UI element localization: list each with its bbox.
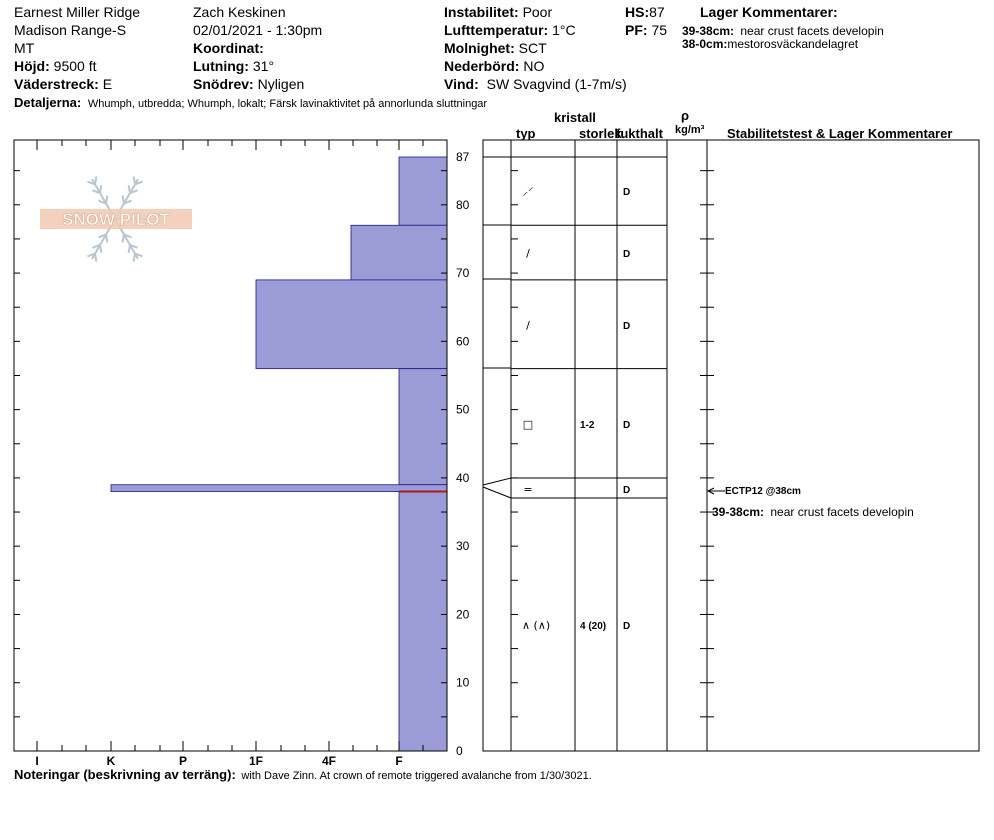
stability-comment-text: near crust facets developin — [770, 505, 914, 519]
aspect-label: Väderstreck: — [14, 76, 99, 92]
depth-label: 50 — [456, 402, 470, 417]
hardness-bar-6 — [399, 492, 447, 751]
datetime: 02/01/2021 - 1:30pm — [193, 22, 323, 38]
stability-header: Stabilitetstest & Lager Kommentarer — [727, 126, 953, 141]
range: Madison Range-S — [14, 22, 127, 38]
hardness-label: K — [106, 754, 116, 768]
hardness-bars — [111, 157, 447, 751]
hardness-label: F — [395, 754, 403, 768]
observer: Zach Keskinen — [193, 4, 286, 20]
hardness-label: I — [35, 754, 39, 768]
clouds-value: SCT — [518, 40, 547, 56]
layer-type-symbol: ∧ (∧) — [522, 619, 551, 632]
logo-text: SNOW PILOT — [62, 210, 170, 229]
wind-value: SW Svagvind (1-7m/s) — [486, 76, 627, 92]
precip-label: Nederbörd: — [444, 58, 520, 74]
layer-comment-2-range: 38-0cm: — [682, 37, 728, 51]
pf-label: PF: — [625, 22, 648, 38]
hardness-label: 4F — [321, 754, 337, 768]
hardness-bar-2 — [351, 225, 447, 280]
layer-comments-title: Lager Kommentarer: — [700, 4, 838, 20]
airtemp-label: Lufttemperatur: — [444, 22, 549, 38]
hardness-bar-3 — [256, 280, 447, 369]
density-unit-header: kg/m³ — [675, 124, 705, 136]
rho-header: ρ — [681, 108, 690, 123]
depth-label: 70 — [456, 266, 470, 281]
depth-label: 0 — [456, 744, 463, 758]
slope-label: Lutning: — [193, 58, 249, 74]
layer-moisture: D — [623, 321, 631, 332]
airtemp-value: 1°C — [552, 22, 576, 38]
hardness-bar-5 — [111, 485, 447, 492]
depth-label: 10 — [456, 675, 470, 690]
depth-label: 87 — [456, 150, 470, 164]
stability-test-result: ECTP12 @38cm — [725, 486, 801, 497]
instability-value: Poor — [522, 4, 553, 20]
size-header: storlek — [579, 126, 622, 141]
clouds-label: Molnighet: — [444, 40, 515, 56]
hardness-bar-1 — [399, 157, 447, 225]
wind-label: Vind: — [444, 76, 479, 92]
notes-value: with Dave Zinn. At crown of remote triggered avalanche from 1/30/3021. — [241, 770, 592, 782]
instability-label: Instabilitet: — [444, 4, 519, 20]
type-header: typ — [516, 126, 536, 141]
stability-comment-range: 39-38cm: — [712, 505, 765, 519]
state: MT — [14, 40, 35, 56]
depth-label: 20 — [456, 607, 470, 622]
pf-value: 75 — [651, 22, 668, 38]
details-label: Detaljerna: — [14, 95, 82, 110]
slope-value: 31° — [252, 58, 275, 74]
layer-size: 1-2 — [580, 420, 595, 431]
location: Earnest Miller Ridge — [14, 4, 141, 20]
hardness-bar-4 — [399, 369, 447, 485]
notes-label: Noteringar (beskrivning av terräng): — [14, 767, 236, 782]
layer-type-symbol: / — [526, 247, 530, 260]
notes-row — [14, 768, 592, 782]
layer-moisture: D — [623, 187, 631, 198]
layer-comment-1-range: 39-38cm: — [682, 24, 735, 38]
depth-label: 60 — [456, 334, 470, 349]
depth-label: 80 — [456, 197, 470, 212]
layer-type-symbol: ⸝⸍ — [522, 185, 534, 198]
layer-moisture: D — [623, 249, 631, 260]
elevation-label: Höjd: — [14, 58, 50, 74]
hardness-axis-labels — [35, 754, 402, 768]
layer-moisture: D — [623, 485, 631, 496]
aspect-value: E — [102, 76, 113, 92]
depth-label: 40 — [456, 470, 470, 485]
hardness-label: 1F — [248, 754, 264, 768]
drift-label: Snödrev: — [193, 76, 254, 92]
stability-comment — [712, 506, 914, 518]
layer-comment-1-text: near crust facets developin — [740, 24, 884, 38]
coord-label: Koordinat: — [193, 40, 264, 56]
layer-type-symbol: / — [526, 319, 530, 332]
hardness-label: P — [178, 754, 188, 768]
hs-label: HS: — [625, 4, 650, 20]
crystal-header: kristall — [554, 110, 596, 125]
depth-label: 30 — [456, 539, 470, 554]
layer-size: 4 (20) — [580, 621, 607, 632]
snowpilot-logo — [40, 176, 192, 261]
layer-type-symbol: = — [523, 483, 533, 496]
elevation-value: 9500 ft — [53, 58, 97, 74]
details-value: Whumph, utbredda; Whumph, lokalt; Färsk lavinaktivitet på annorlunda sluttningar — [87, 98, 488, 110]
moisture-header: fukthalt — [616, 126, 663, 141]
precip-value: NO — [523, 58, 545, 74]
drift-value: Nyligen — [257, 76, 305, 92]
depth-axis-labels — [456, 150, 470, 758]
layer-moisture: D — [623, 621, 631, 632]
hs-value: 87 — [649, 4, 665, 20]
layer-comment-2-text: mestorosväckandelagret — [727, 37, 859, 51]
layer-moisture: D — [623, 420, 631, 431]
layer-type-symbol: □ — [522, 418, 534, 431]
